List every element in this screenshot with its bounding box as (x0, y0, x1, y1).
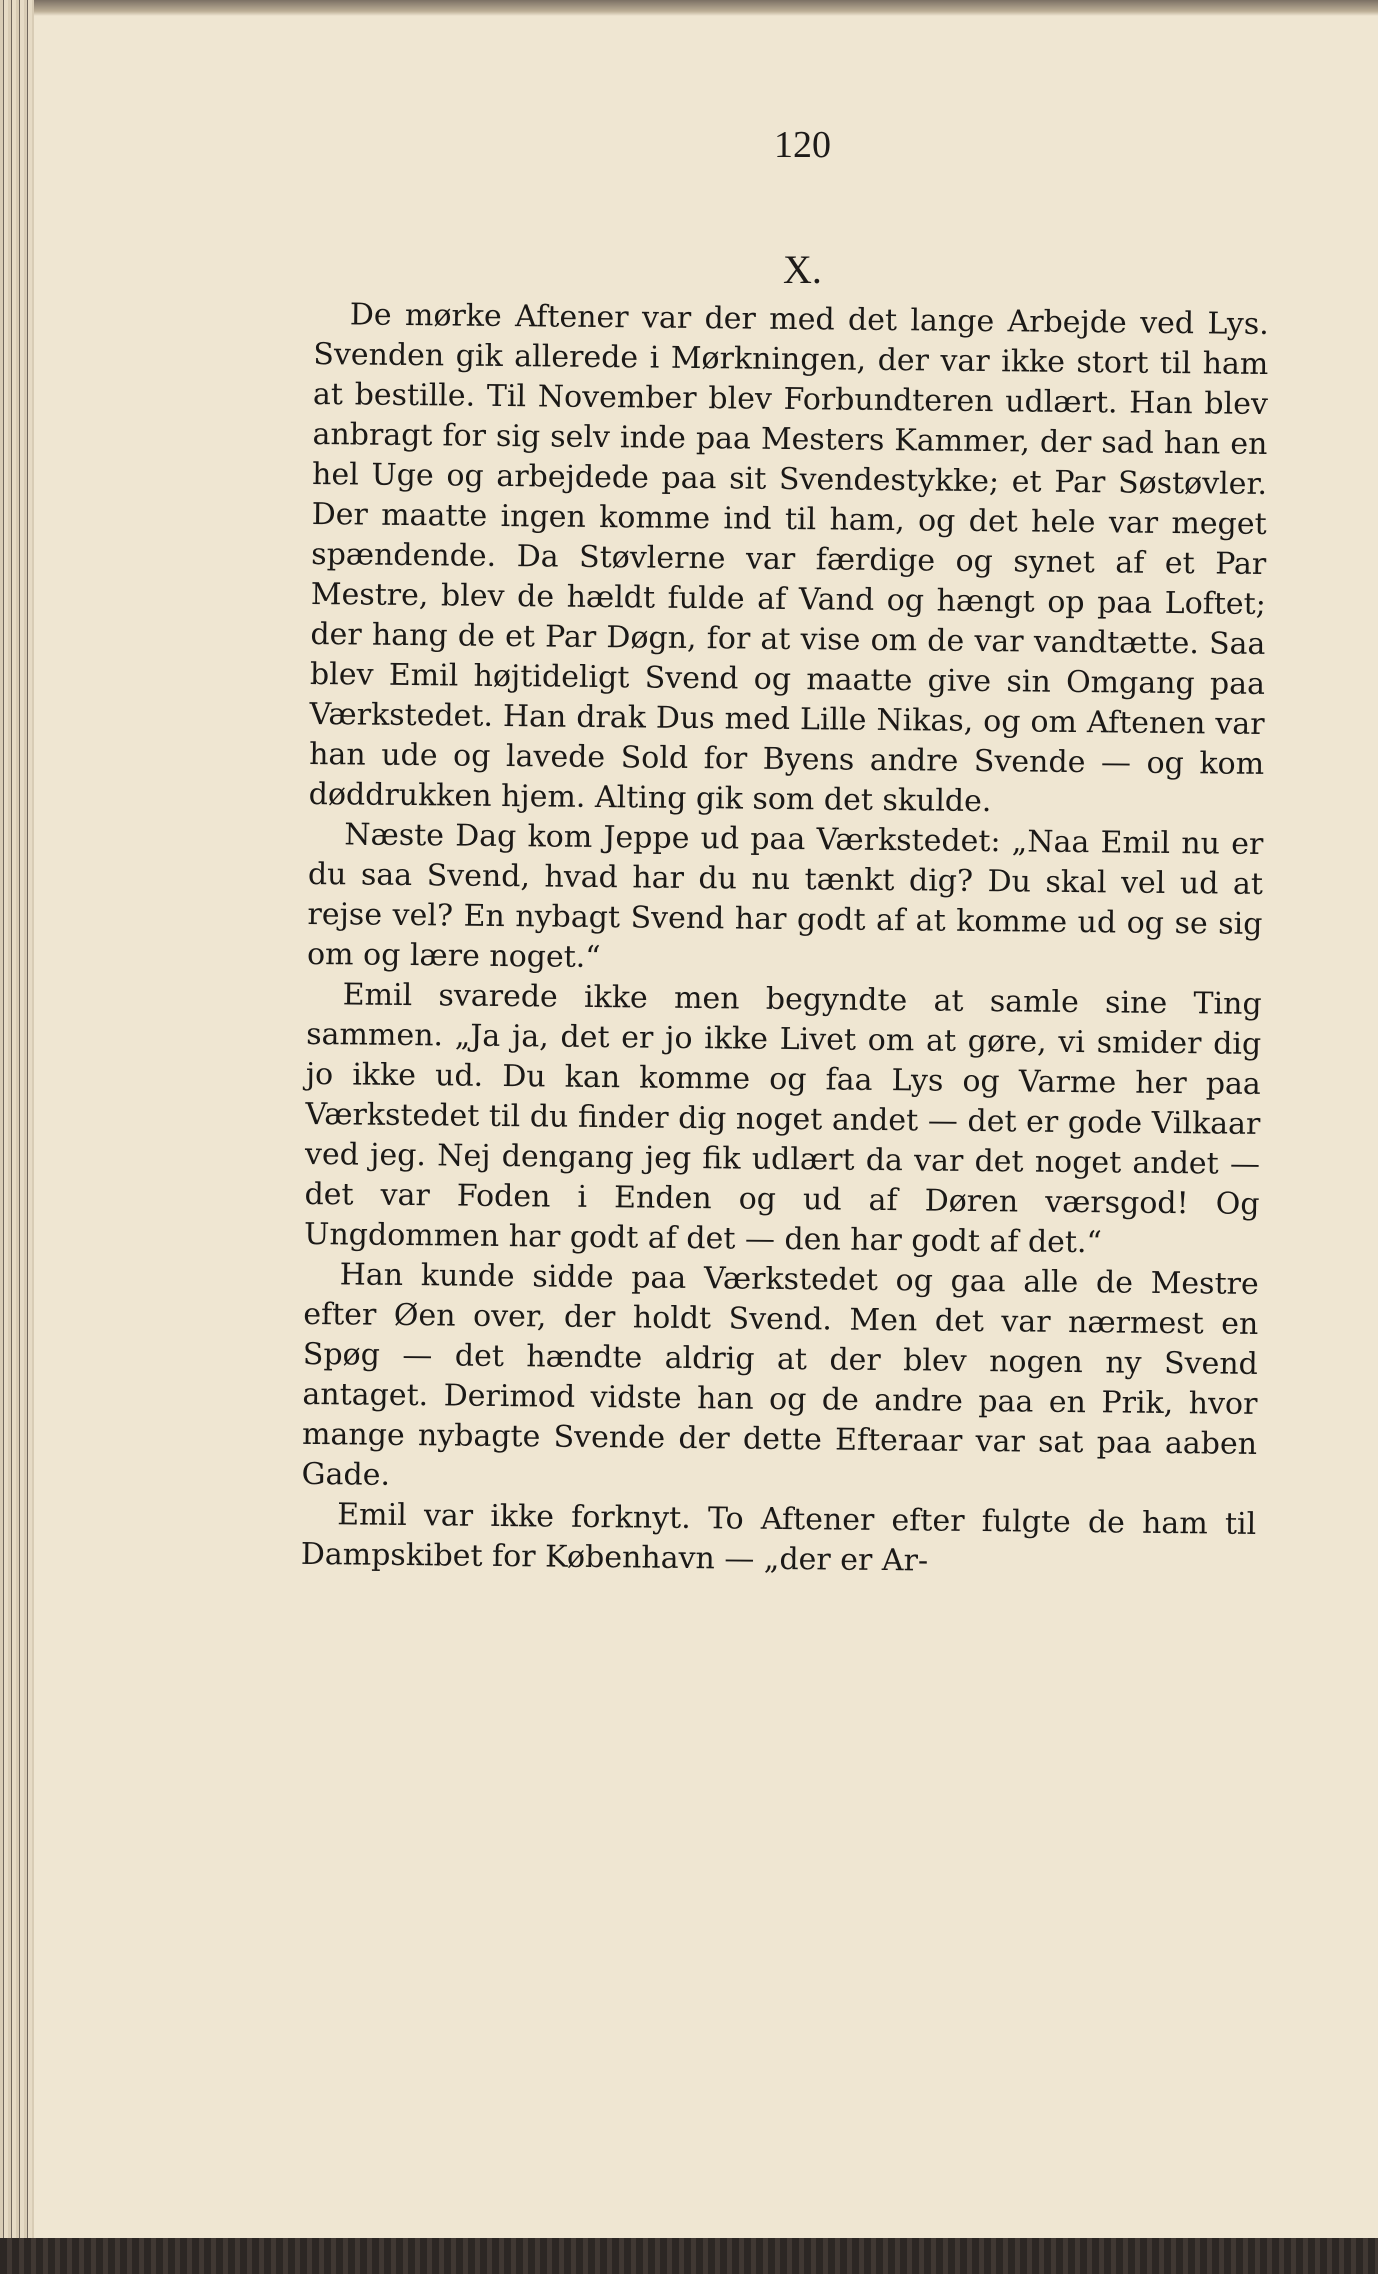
page-number: 120 (774, 124, 831, 166)
chapter-heading: X. (783, 247, 822, 292)
book-spine (0, 0, 34, 2240)
paragraph: Han kunde sidde paa Værkstedet og gaa alle de Mestre efter Øen over, der holdt Svend. Men det var nærmest en Spøg — det hændte aldrig at der blev nogen ny Svend antaget. Derimod vidste han og de andre paa en Prik, hvor mange nybagte Svende der dette Efteraar var sat paa aaben Gade. (301, 1257, 1259, 1493)
paragraph: De mørke Aftener var der med det lange Arbejde ved Lys. Svenden gik allerede i Mørkningen, der var ikke stort til ham at bestille. Til November blev Forbundteren udlært. Han blev anbragt for sig selv inde paa Mesters Kammer, der sad han en hel Uge og arbejdede paa sit Svendestykke; et Par Søstøvler. Der maatte ingen komme ind til ham, og det hele var meget spændende. Da Støvlerne var færdige og synet af et Par Mestre, blev de hældt fulde af Vand og hængt op paa Loftet; der hang de et Par Døgn, for at vise om de var vandtætte. Saa blev Emil højtideligt Svend og maatte give sin Omgang paa Værkstedet. Han drak Dus med Lille Nikas, og om Aftenen var han ude og lavede Sold for Byens andre Svende — og kom døddrukken hjem. Alting gik som det skulde. (308, 297, 1269, 820)
page-bottom-edge (0, 2238, 1378, 2274)
paragraph: Emil var ikke forknyt. To Aftener efter fulgte de ham til Dampskibet for København — „der er Ar- (300, 1497, 1257, 1579)
page-top-edge (0, 0, 1378, 16)
body-text (301, 295, 1269, 1585)
paragraph: Næste Dag kom Jeppe ud paa Værkstedet: „Naa Emil nu er du saa Svend, hvad har du nu tænkt dig? Du skal vel ud at rejse vel? En nybagt Svend har godt af at komme ud og se sig om og lære noget.“ (306, 817, 1264, 976)
paragraph: Emil svarede ikke men begyndte at samle sine Ting sammen. „Ja ja, det er jo ikke Livet om at gøre, vi smider dig jo ikke ud. Du kan komme og faa Lys og Varme her paa Værkstedet til du finder dig noget andet — det er gode Vilkaar ved jeg. Nej dengang jeg fik udlært da var det noget andet — det var Foden i Enden og ud af Døren værsgod! Og Ungdommen har godt af det — den har godt af det.“ (303, 977, 1262, 1261)
